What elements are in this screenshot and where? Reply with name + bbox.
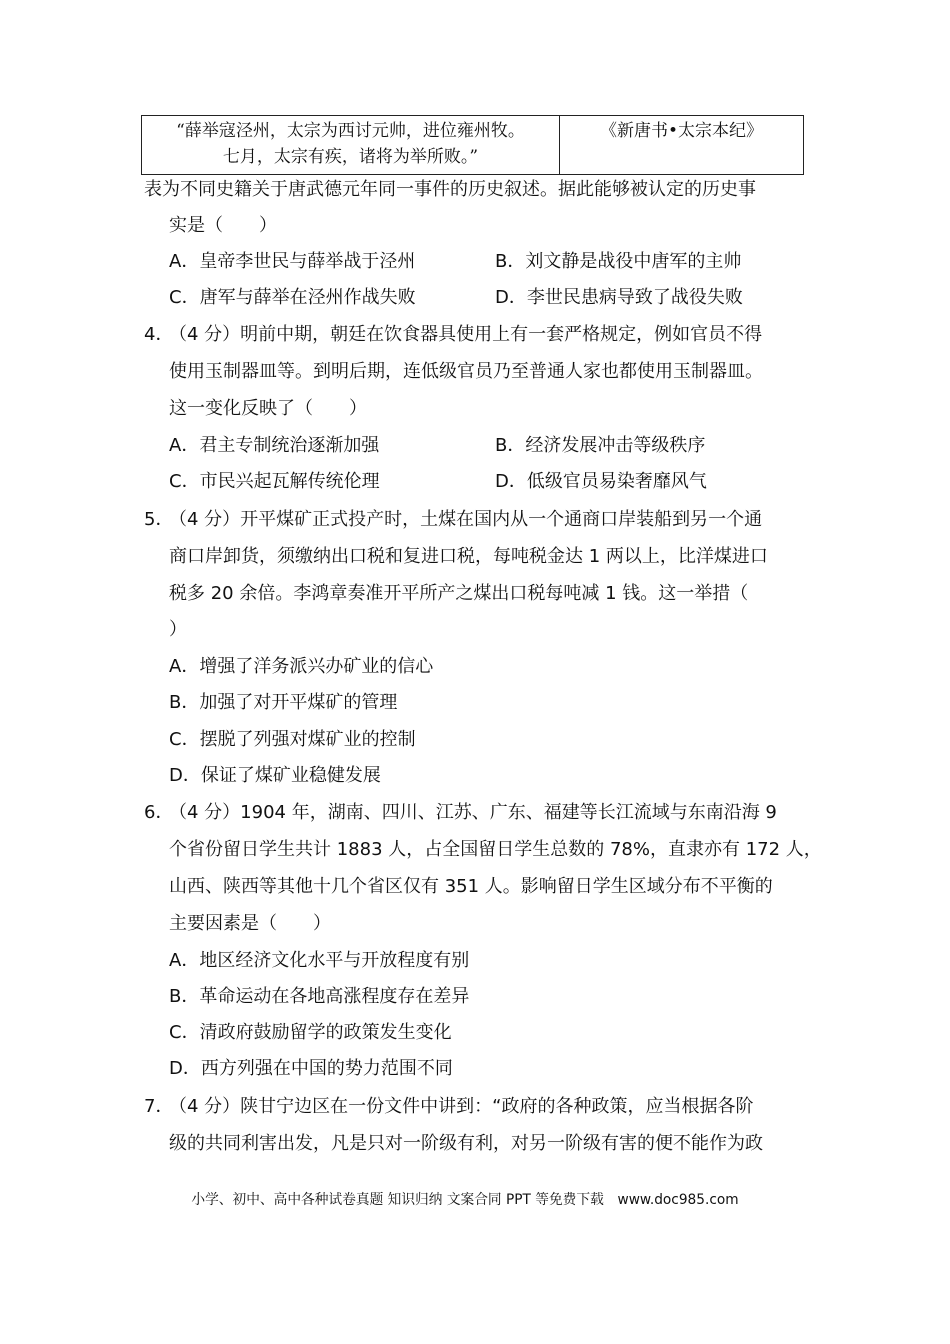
- q3-stem-line-2: 实是（ ）: [169, 215, 277, 236]
- q6-option-d: D．西方列强在中国的势力范围不同: [169, 1058, 453, 1079]
- q3-option-d: D．李世民患病导致了战役失败: [495, 287, 743, 308]
- q5-option-b: B．加强了对开平煤矿的管理: [169, 692, 398, 713]
- q5-stem-line-2: 商口岸卸货，须缴纳出口税和复进口税，每吨税金达 1 两以上，比洋煤进口: [169, 546, 768, 567]
- q6-option-a: A．地区经济文化水平与开放程度有别: [169, 950, 470, 971]
- q5-option-d: D．保证了煤矿业稳健发展: [169, 765, 381, 786]
- q5-stem-line-1: （4 分）开平煤矿正式投产时，土煤在国内从一个通商口岸装船到另一个通: [169, 509, 763, 530]
- q6-number: 6．: [144, 802, 174, 823]
- q5-option-c: C．摆脱了列强对煤矿业的控制: [169, 729, 416, 750]
- q4-number: 4．: [144, 324, 174, 345]
- q3-stem-line-1: 表为不同史籍关于唐武德元年同一事件的历史叙述。据此能够被认定的历史事: [144, 179, 756, 200]
- q6-stem-line-1: （4 分）1904 年，湖南、四川、江苏、广东、福建等长江流域与东南沿海 9: [169, 802, 777, 823]
- q4-option-a: A．君主专制统治逐渐加强: [169, 435, 380, 456]
- q4-option-c: C．市民兴起瓦解传统伦理: [169, 471, 380, 492]
- q7-stem-line-1: （4 分）陕甘宁边区在一份文件中讲到：“政府的各种政策，应当根据各阶: [169, 1096, 754, 1117]
- q5-number: 5．: [144, 509, 174, 530]
- q3-option-c: C．唐军与薛举在泾州作战失败: [169, 287, 416, 308]
- q7-stem-line-2: 级的共同利害出发，凡是只对一阶级有利，对另一阶级有害的便不能作为政: [169, 1133, 763, 1154]
- q7-number: 7．: [144, 1096, 174, 1117]
- q4-stem-line-1: （4 分）明前中期，朝廷在饮食器具使用上有一套严格规定，例如官员不得: [169, 324, 763, 345]
- q6-stem-line-2: 个省份留日学生共计 1883 人，占全国留日学生总数的 78%，直隶亦有 172 人，: [169, 839, 822, 860]
- q6-option-b: B．革命运动在各地高涨程度存在差异: [169, 986, 470, 1007]
- source-table: [141, 115, 804, 175]
- quote-line-2: 七月，太宗有疾，诸将为举所败。”: [222, 147, 479, 167]
- q6-stem-line-4: 主要因素是（ ）: [169, 913, 331, 934]
- q3-option-b: B．刘文静是战役中唐军的主帅: [495, 251, 742, 272]
- q3-option-a: A．皇帝李世民与薛举战于泾州: [169, 251, 416, 272]
- table-cell-book: 《新唐书•太宗本纪》: [560, 116, 804, 175]
- q6-option-c: C．清政府鼓励留学的政策发生变化: [169, 1022, 452, 1043]
- q5-stem-line-3: 税多 20 余倍。李鸿章奏准开平所产之煤出口税每吨减 1 钱。这一举措（: [169, 583, 749, 604]
- q5-stem-line-4: ）: [169, 619, 187, 640]
- q4-stem-line-2: 使用玉制器皿等。到明后期，连低级官员乃至普通人家也都使用玉制器皿。: [169, 361, 763, 382]
- quote-line-1: “薛举寇泾州，太宗为西讨元帅，进位雍州牧。: [176, 121, 525, 141]
- table-cell-quote: [142, 116, 560, 175]
- table-row: [142, 116, 804, 175]
- q4-option-b: B．经济发展冲击等级秩序: [495, 435, 706, 456]
- q4-stem-line-3: 这一变化反映了（ ）: [169, 398, 367, 419]
- q6-stem-line-3: 山西、陕西等其他十几个省区仅有 351 人。影响留日学生区域分布不平衡的: [169, 876, 773, 897]
- q4-option-d: D．低级官员易染奢靡风气: [495, 471, 707, 492]
- page-footer: 小学、初中、高中各种试卷真题 知识归纳 文案合同 PPT 等免费下载 www.doc985.com: [191, 1192, 739, 1208]
- q5-option-a: A．增强了洋务派兴办矿业的信心: [169, 656, 434, 677]
